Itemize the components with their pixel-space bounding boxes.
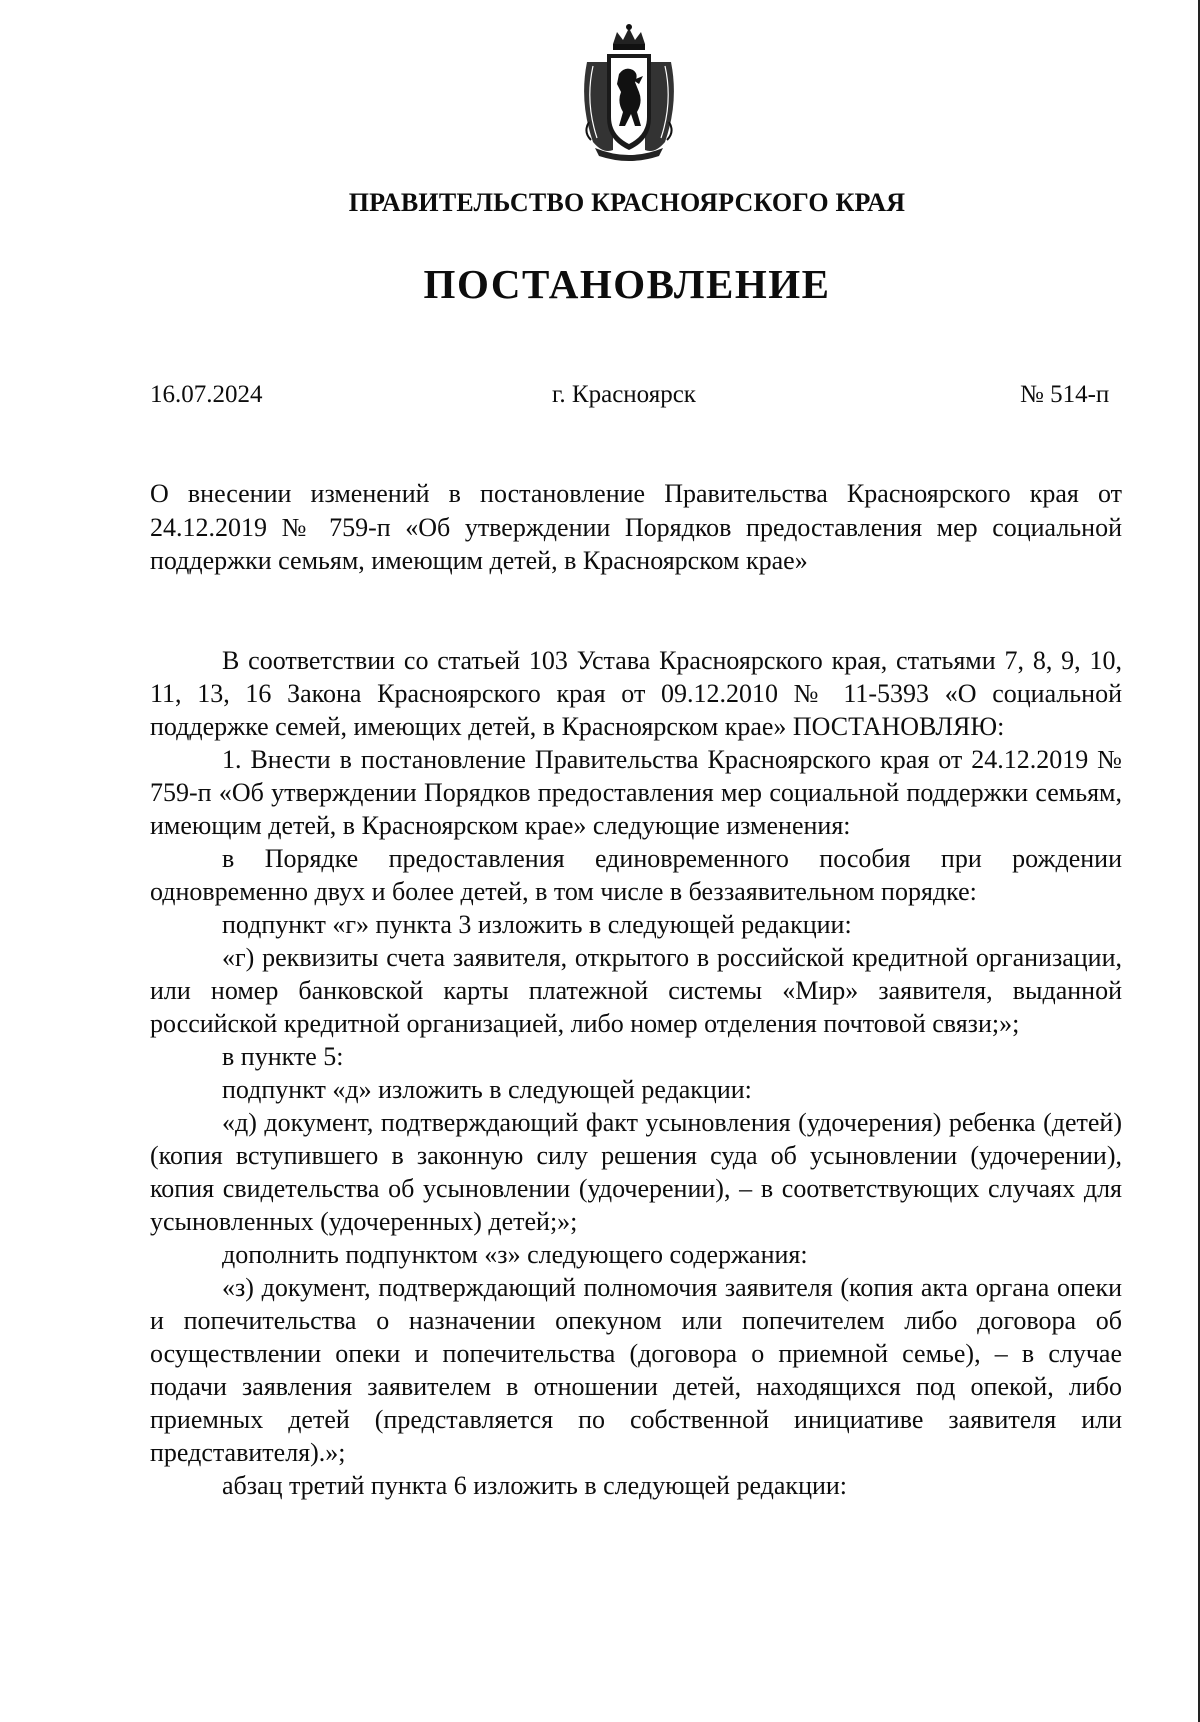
paragraph: «з) документ, подтверждающий полномочия заявителя (копия акта органа опеки и попечительства о назначении опекуном или попечителем либо договора об осуществлении опеки и попечительства (договора о приемной семье), – в случае подачи заявления заявителем в отношении детей, находящихся под опекой, либо приемных детей (представляется по собственной инициативе заявителя или представителя).»; <box>150 1273 1122 1467</box>
paragraph: «г) реквизиты счета заявителя, открытого в российской кредитной организации, или номер банковской карты платежной системы «Мир» заявителя, выданной российской кредитной организацией, либо номер отделения почтовой связи;»; <box>150 943 1122 1038</box>
paragraph: 1. Внести в постановление Правительства Красноярского края от 24.12.2019 № 759-п «Об утверждении Порядков предоставления мер социальной поддержки семьям, имеющим детей, в Красноярском крае» следующие изменения: <box>150 745 1122 840</box>
paragraph: абзац третий пункта 6 изложить в следующей редакции: <box>222 1471 848 1500</box>
document-city: г. Красноярск <box>552 381 696 408</box>
krasnoyarsk-coat-of-arms-icon <box>573 22 685 162</box>
document-date: 16.07.2024 <box>150 381 263 408</box>
document-number: № 514-п <box>1020 381 1110 408</box>
paragraph: в Порядке предоставления единовременного пособия при рождении одновременно двух и более детей, в том числе в беззаявительном порядке: <box>150 844 1122 906</box>
paragraph: «д) документ, подтверждающий факт усыновления (удочерения) ребенка (детей) (копия вступившего в законную силу решения суда об усыновлении (удочерении), копия свидетельства об усыновлении (удочерении), – в соответствующих случаях для усыновленных (удочеренных) детей;»; <box>150 1108 1122 1236</box>
organization-name: ПРАВИТЕЛЬСТВО КРАСНОЯРСКОГО КРАЯ <box>348 188 906 217</box>
paragraph: дополнить подпунктом «з» следующего содержания: <box>222 1240 808 1269</box>
paragraph: подпункт «д» изложить в следующей редакции: <box>222 1075 752 1104</box>
document-type: ПОСТАНОВЛЕНИЕ <box>423 261 831 307</box>
paragraph: В соответствии со статьей 103 Устава Красноярского края, статьями 7, 8, 9, 10, 11, 13, 16 Закона Красноярского края от 09.12.2010 № 11-5393 «О социальной поддержке семей, имеющих детей, в Красноярском крае» ПОСТАНОВЛЯЮ: <box>150 646 1122 741</box>
paragraph: в пункте 5: <box>222 1042 344 1071</box>
document-body <box>150 644 1122 1502</box>
paragraph: подпункт «г» пункта 3 изложить в следующей редакции: <box>222 910 852 939</box>
document-title: О внесении изменений в постановление Правительства Красноярского края от 24.12.2019 № 759-п «Об утверждении Порядков предоставления мер социальной поддержки семьям, имеющим детей, в Красноярском крае» <box>150 479 1122 575</box>
